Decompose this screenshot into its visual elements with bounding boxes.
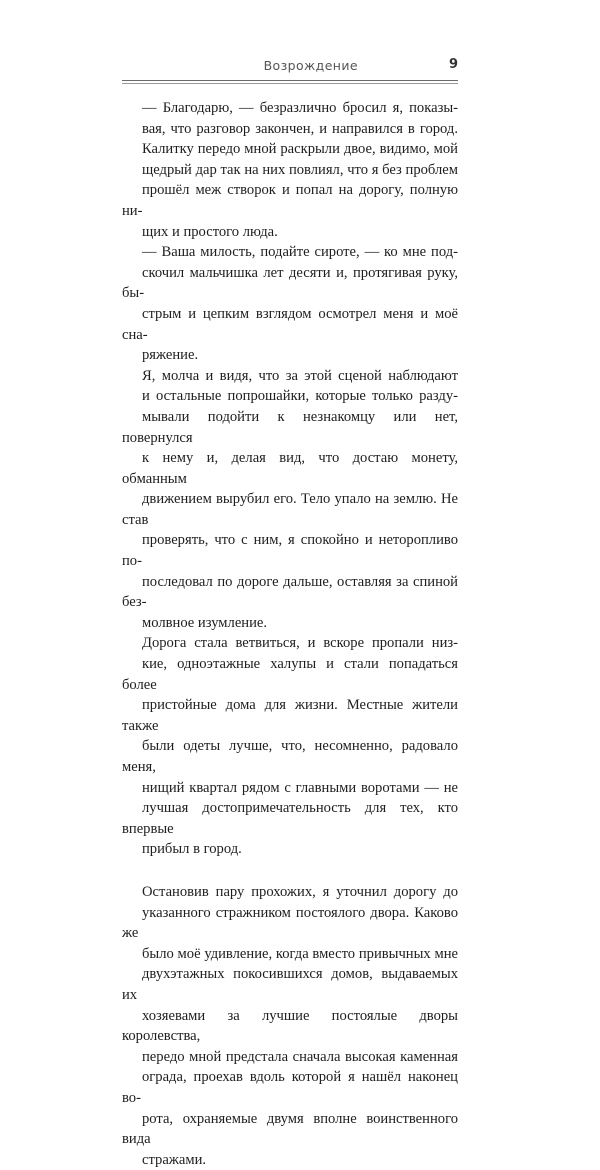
running-head: [122, 52, 458, 81]
paragraph: [122, 633, 458, 860]
page-number: 9: [448, 57, 458, 72]
body-text: [122, 98, 458, 1170]
text-line: стражами.: [142, 1151, 207, 1168]
text-line: ряжение.: [142, 347, 199, 364]
text-line: щедрый дар так на них повлиял, что я без проблем: [142, 161, 458, 178]
text-line: кие, одноэтажные халупы и стали попадаться более: [122, 656, 458, 693]
text-line: передо мной предстала сначала высокая каменная: [142, 1048, 458, 1065]
text-line: Дорога стала ветвиться, и вскоре пропали низ-: [142, 635, 458, 652]
text-line: молвное изумление.: [142, 614, 268, 631]
text-line: последовал по дороге дальше, оставляя за спиной без-: [122, 573, 458, 611]
paragraph: [122, 242, 458, 366]
text-line: ограда, проехав вдоль которой я нашёл наконец во-: [122, 1069, 458, 1106]
text-line: лучшая достопримечательность для тех, кто впервые: [122, 800, 458, 837]
text-line: и остальные попрошайки, которые только разду-: [142, 388, 458, 405]
text-line: скочил мальчишка лет десяти и, протягивая руку, бы-: [122, 264, 458, 302]
section-break: [122, 860, 458, 882]
paragraph: [122, 366, 458, 634]
text-line: — Благодарю, — безразлично бросил я, показы-: [142, 100, 458, 116]
text-line: проверять, что с ним, я спокойно и неторопливо по-: [122, 532, 458, 570]
text-line: щих и простого люда.: [142, 223, 278, 240]
text-line: Остановив пару прохожих, я уточнил дорогу до: [142, 883, 458, 900]
text-line: были одеты лучше, что, несомненно, радовало меня,: [122, 738, 458, 775]
text-line: Я, молча и видя, что за этой сценой наблюдают: [142, 367, 458, 384]
text-line: хозяевами за лучшие постоялые дворы королевства,: [122, 1007, 458, 1045]
header-rule: [122, 83, 458, 84]
text-line: к нему и, делая вид, что достаю монету, обманным: [122, 450, 458, 487]
running-head-title: Возрождение: [263, 58, 358, 73]
text-line: вая, что разговор закончен, и направился в город.: [142, 120, 458, 137]
text-line: рота, охраняемые двумя вполне воинственного вида: [122, 1110, 458, 1148]
text-line: стрым и цепким взглядом осмотрел меня и моё сна-: [122, 305, 458, 343]
paragraph: [122, 98, 458, 242]
text-line: — Ваша милость, подайте сироте, — ко мне под-: [142, 244, 458, 261]
text-line: пристойные дома для жизни. Местные жители также: [122, 697, 458, 734]
text-line: прошёл меж створок и попал на дорогу, полную ни-: [122, 182, 458, 219]
text-line: мывали подойти к незнакомцу или нет, повернулся: [122, 408, 458, 446]
text-line: указанного стражником постоялого двора. Каково же: [122, 904, 458, 942]
text-line: прибыл в город.: [142, 841, 242, 858]
text-line: движением вырубил его. Тело упало на землю. Не став: [122, 491, 458, 528]
text-line: двухэтажных покосившихся домов, выдаваемых их: [122, 966, 458, 1003]
text-line: было моё удивление, когда вместо привычных мне: [142, 945, 458, 962]
text-line: нищий квартал рядом с главными воротами — не: [142, 779, 458, 796]
text-line: Калитку передо мной раскрыли двое, видимо, мой: [142, 141, 458, 158]
paragraph: [122, 882, 458, 1170]
